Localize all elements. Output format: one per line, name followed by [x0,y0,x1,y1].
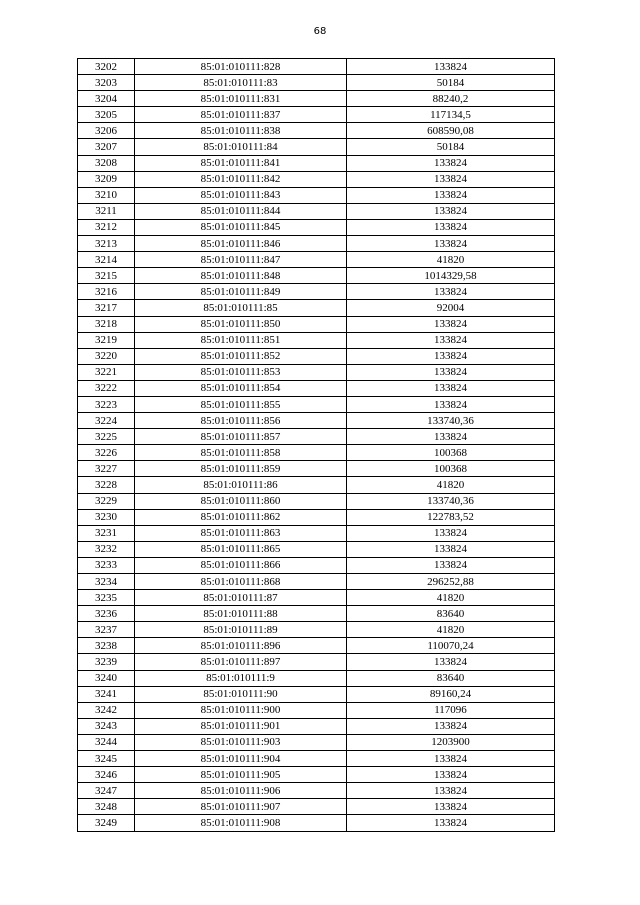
cadastral-number-cell: 85:01:010111:897 [135,654,347,670]
table-row [78,219,555,235]
value-cell: 133824 [347,364,555,380]
row-number-cell: 3243 [78,718,135,734]
cadastral-number-cell: 85:01:010111:851 [135,332,347,348]
cadastral-number-cell: 85:01:010111:838 [135,123,347,139]
row-number-cell: 3206 [78,123,135,139]
value-cell: 83640 [347,606,555,622]
row-number-cell: 3228 [78,477,135,493]
cadastral-number-cell: 85:01:010111:843 [135,187,347,203]
table-row [78,252,555,268]
table-row [78,123,555,139]
row-number-cell: 3234 [78,574,135,590]
value-cell: 133824 [347,332,555,348]
cadastral-number-cell: 85:01:010111:900 [135,702,347,718]
cadastral-number-cell: 85:01:010111:847 [135,252,347,268]
cadastral-number-cell: 85:01:010111:905 [135,767,347,783]
cadastral-number-cell: 85:01:010111:83 [135,75,347,91]
table-row [78,380,555,396]
table-row [78,557,555,573]
table-row [78,751,555,767]
row-number-cell: 3215 [78,268,135,284]
value-cell: 41820 [347,622,555,638]
row-number-cell: 3204 [78,91,135,107]
cadastral-number-cell: 85:01:010111:831 [135,91,347,107]
table-row [78,155,555,171]
cadastral-number-cell: 85:01:010111:896 [135,638,347,654]
table-row [78,606,555,622]
cadastral-number-cell: 85:01:010111:855 [135,396,347,412]
cadastral-number-cell: 85:01:010111:857 [135,429,347,445]
table-row [78,413,555,429]
table-row [78,799,555,815]
row-number-cell: 3240 [78,670,135,686]
row-number-cell: 3245 [78,751,135,767]
row-number-cell: 3208 [78,155,135,171]
cadastral-number-cell: 85:01:010111:863 [135,525,347,541]
row-number-cell: 3233 [78,557,135,573]
cadastral-number-cell: 85:01:010111:86 [135,477,347,493]
value-cell: 100368 [347,445,555,461]
row-number-cell: 3232 [78,541,135,557]
row-number-cell: 3237 [78,622,135,638]
cadastral-number-cell: 85:01:010111:908 [135,815,347,831]
table-row [78,429,555,445]
value-cell: 41820 [347,477,555,493]
cadastral-number-cell: 85:01:010111:860 [135,493,347,509]
value-cell: 133824 [347,59,555,75]
cadastral-number-cell: 85:01:010111:856 [135,413,347,429]
cadastral-number-cell: 85:01:010111:87 [135,590,347,606]
row-number-cell: 3244 [78,734,135,750]
cadastral-number-cell: 85:01:010111:841 [135,155,347,171]
table-row [78,622,555,638]
table-row [78,348,555,364]
cadastral-number-cell: 85:01:010111:906 [135,783,347,799]
value-cell: 133824 [347,541,555,557]
cadastral-number-cell: 85:01:010111:848 [135,268,347,284]
cadastral-number-cell: 85:01:010111:837 [135,107,347,123]
row-number-cell: 3221 [78,364,135,380]
row-number-cell: 3211 [78,203,135,219]
row-number-cell: 3218 [78,316,135,332]
table-row [78,670,555,686]
table-row [78,767,555,783]
value-cell: 89160,24 [347,686,555,702]
table-row [78,332,555,348]
table-row [78,107,555,123]
value-cell: 133824 [347,654,555,670]
cadastral-number-cell: 85:01:010111:844 [135,203,347,219]
value-cell: 133824 [347,171,555,187]
row-number-cell: 3230 [78,509,135,525]
row-number-cell: 3213 [78,236,135,252]
row-number-cell: 3248 [78,799,135,815]
row-number-cell: 3214 [78,252,135,268]
table-row [78,718,555,734]
table-row [78,75,555,91]
value-cell: 92004 [347,300,555,316]
row-number-cell: 3227 [78,461,135,477]
value-cell: 133824 [347,236,555,252]
cadastral-number-cell: 85:01:010111:84 [135,139,347,155]
cadastral-number-cell: 85:01:010111:907 [135,799,347,815]
cadastral-number-cell: 85:01:010111:853 [135,364,347,380]
row-number-cell: 3242 [78,702,135,718]
table-row [78,187,555,203]
cadastral-number-cell: 85:01:010111:89 [135,622,347,638]
row-number-cell: 3202 [78,59,135,75]
cadastral-number-cell: 85:01:010111:828 [135,59,347,75]
value-cell: 133824 [347,284,555,300]
table-row [78,686,555,702]
row-number-cell: 3224 [78,413,135,429]
row-number-cell: 3246 [78,767,135,783]
cadastral-number-cell: 85:01:010111:865 [135,541,347,557]
table-row [78,783,555,799]
cadastral-number-cell: 85:01:010111:845 [135,219,347,235]
row-number-cell: 3249 [78,815,135,831]
cadastral-number-cell: 85:01:010111:903 [135,734,347,750]
row-number-cell: 3203 [78,75,135,91]
value-cell: 133824 [347,799,555,815]
table-row [78,171,555,187]
table-row [78,493,555,509]
table-row [78,590,555,606]
table-row [78,638,555,654]
data-table [77,58,555,832]
row-number-cell: 3226 [78,445,135,461]
value-cell: 133824 [347,219,555,235]
value-cell: 133824 [347,187,555,203]
row-number-cell: 3225 [78,429,135,445]
row-number-cell: 3247 [78,783,135,799]
table-row [78,702,555,718]
row-number-cell: 3238 [78,638,135,654]
table-row [78,574,555,590]
cadastral-number-cell: 85:01:010111:9 [135,670,347,686]
value-cell: 133824 [347,751,555,767]
value-cell: 133824 [347,316,555,332]
value-cell: 133824 [347,767,555,783]
table-row [78,91,555,107]
value-cell: 133824 [347,525,555,541]
row-number-cell: 3212 [78,219,135,235]
table-row [78,59,555,75]
row-number-cell: 3241 [78,686,135,702]
cadastral-number-cell: 85:01:010111:849 [135,284,347,300]
row-number-cell: 3222 [78,380,135,396]
row-number-cell: 3210 [78,187,135,203]
value-cell: 133740,36 [347,493,555,509]
row-number-cell: 3207 [78,139,135,155]
cadastral-number-cell: 85:01:010111:904 [135,751,347,767]
value-cell: 41820 [347,590,555,606]
row-number-cell: 3229 [78,493,135,509]
value-cell: 133740,36 [347,413,555,429]
table-row [78,316,555,332]
value-cell: 110070,24 [347,638,555,654]
table-row [78,268,555,284]
row-number-cell: 3220 [78,348,135,364]
cadastral-number-cell: 85:01:010111:850 [135,316,347,332]
page-number: 68 [313,26,327,37]
row-number-cell: 3235 [78,590,135,606]
cadastral-number-cell: 85:01:010111:859 [135,461,347,477]
table-row [78,300,555,316]
table-row [78,284,555,300]
row-number-cell: 3239 [78,654,135,670]
table-row [78,654,555,670]
row-number-cell: 3223 [78,396,135,412]
row-number-cell: 3205 [78,107,135,123]
table-row [78,396,555,412]
table-row [78,525,555,541]
table-row [78,509,555,525]
value-cell: 50184 [347,75,555,91]
cadastral-number-cell: 85:01:010111:862 [135,509,347,525]
value-cell: 1203900 [347,734,555,750]
value-cell: 133824 [347,155,555,171]
value-cell: 1014329,58 [347,268,555,284]
table-row [78,734,555,750]
cadastral-number-cell: 85:01:010111:854 [135,380,347,396]
value-cell: 133824 [347,783,555,799]
value-cell: 133824 [347,429,555,445]
value-cell: 50184 [347,139,555,155]
value-cell: 88240,2 [347,91,555,107]
value-cell: 117134,5 [347,107,555,123]
cadastral-number-cell: 85:01:010111:846 [135,236,347,252]
row-number-cell: 3209 [78,171,135,187]
value-cell: 41820 [347,252,555,268]
value-cell: 133824 [347,396,555,412]
table-row [78,461,555,477]
cadastral-number-cell: 85:01:010111:858 [135,445,347,461]
value-cell: 133824 [347,815,555,831]
table-row [78,477,555,493]
cadastral-number-cell: 85:01:010111:90 [135,686,347,702]
table-row [78,364,555,380]
value-cell: 133824 [347,348,555,364]
table-row [78,236,555,252]
row-number-cell: 3231 [78,525,135,541]
row-number-cell: 3216 [78,284,135,300]
table-row [78,203,555,219]
value-cell: 100368 [347,461,555,477]
row-number-cell: 3219 [78,332,135,348]
cadastral-number-cell: 85:01:010111:866 [135,557,347,573]
value-cell: 117096 [347,702,555,718]
value-cell: 608590,08 [347,123,555,139]
cadastral-number-cell: 85:01:010111:85 [135,300,347,316]
value-cell: 133824 [347,203,555,219]
row-number-cell: 3217 [78,300,135,316]
row-number-cell: 3236 [78,606,135,622]
value-cell: 83640 [347,670,555,686]
cadastral-number-cell: 85:01:010111:868 [135,574,347,590]
cadastral-number-cell: 85:01:010111:852 [135,348,347,364]
value-cell: 296252,88 [347,574,555,590]
table-row [78,815,555,831]
value-cell: 133824 [347,557,555,573]
value-cell: 122783,52 [347,509,555,525]
value-cell: 133824 [347,380,555,396]
cadastral-number-cell: 85:01:010111:842 [135,171,347,187]
table-row [78,445,555,461]
value-cell: 133824 [347,718,555,734]
table-body [78,59,555,832]
cadastral-number-cell: 85:01:010111:88 [135,606,347,622]
table-row [78,541,555,557]
cadastral-number-cell: 85:01:010111:901 [135,718,347,734]
table-row [78,139,555,155]
